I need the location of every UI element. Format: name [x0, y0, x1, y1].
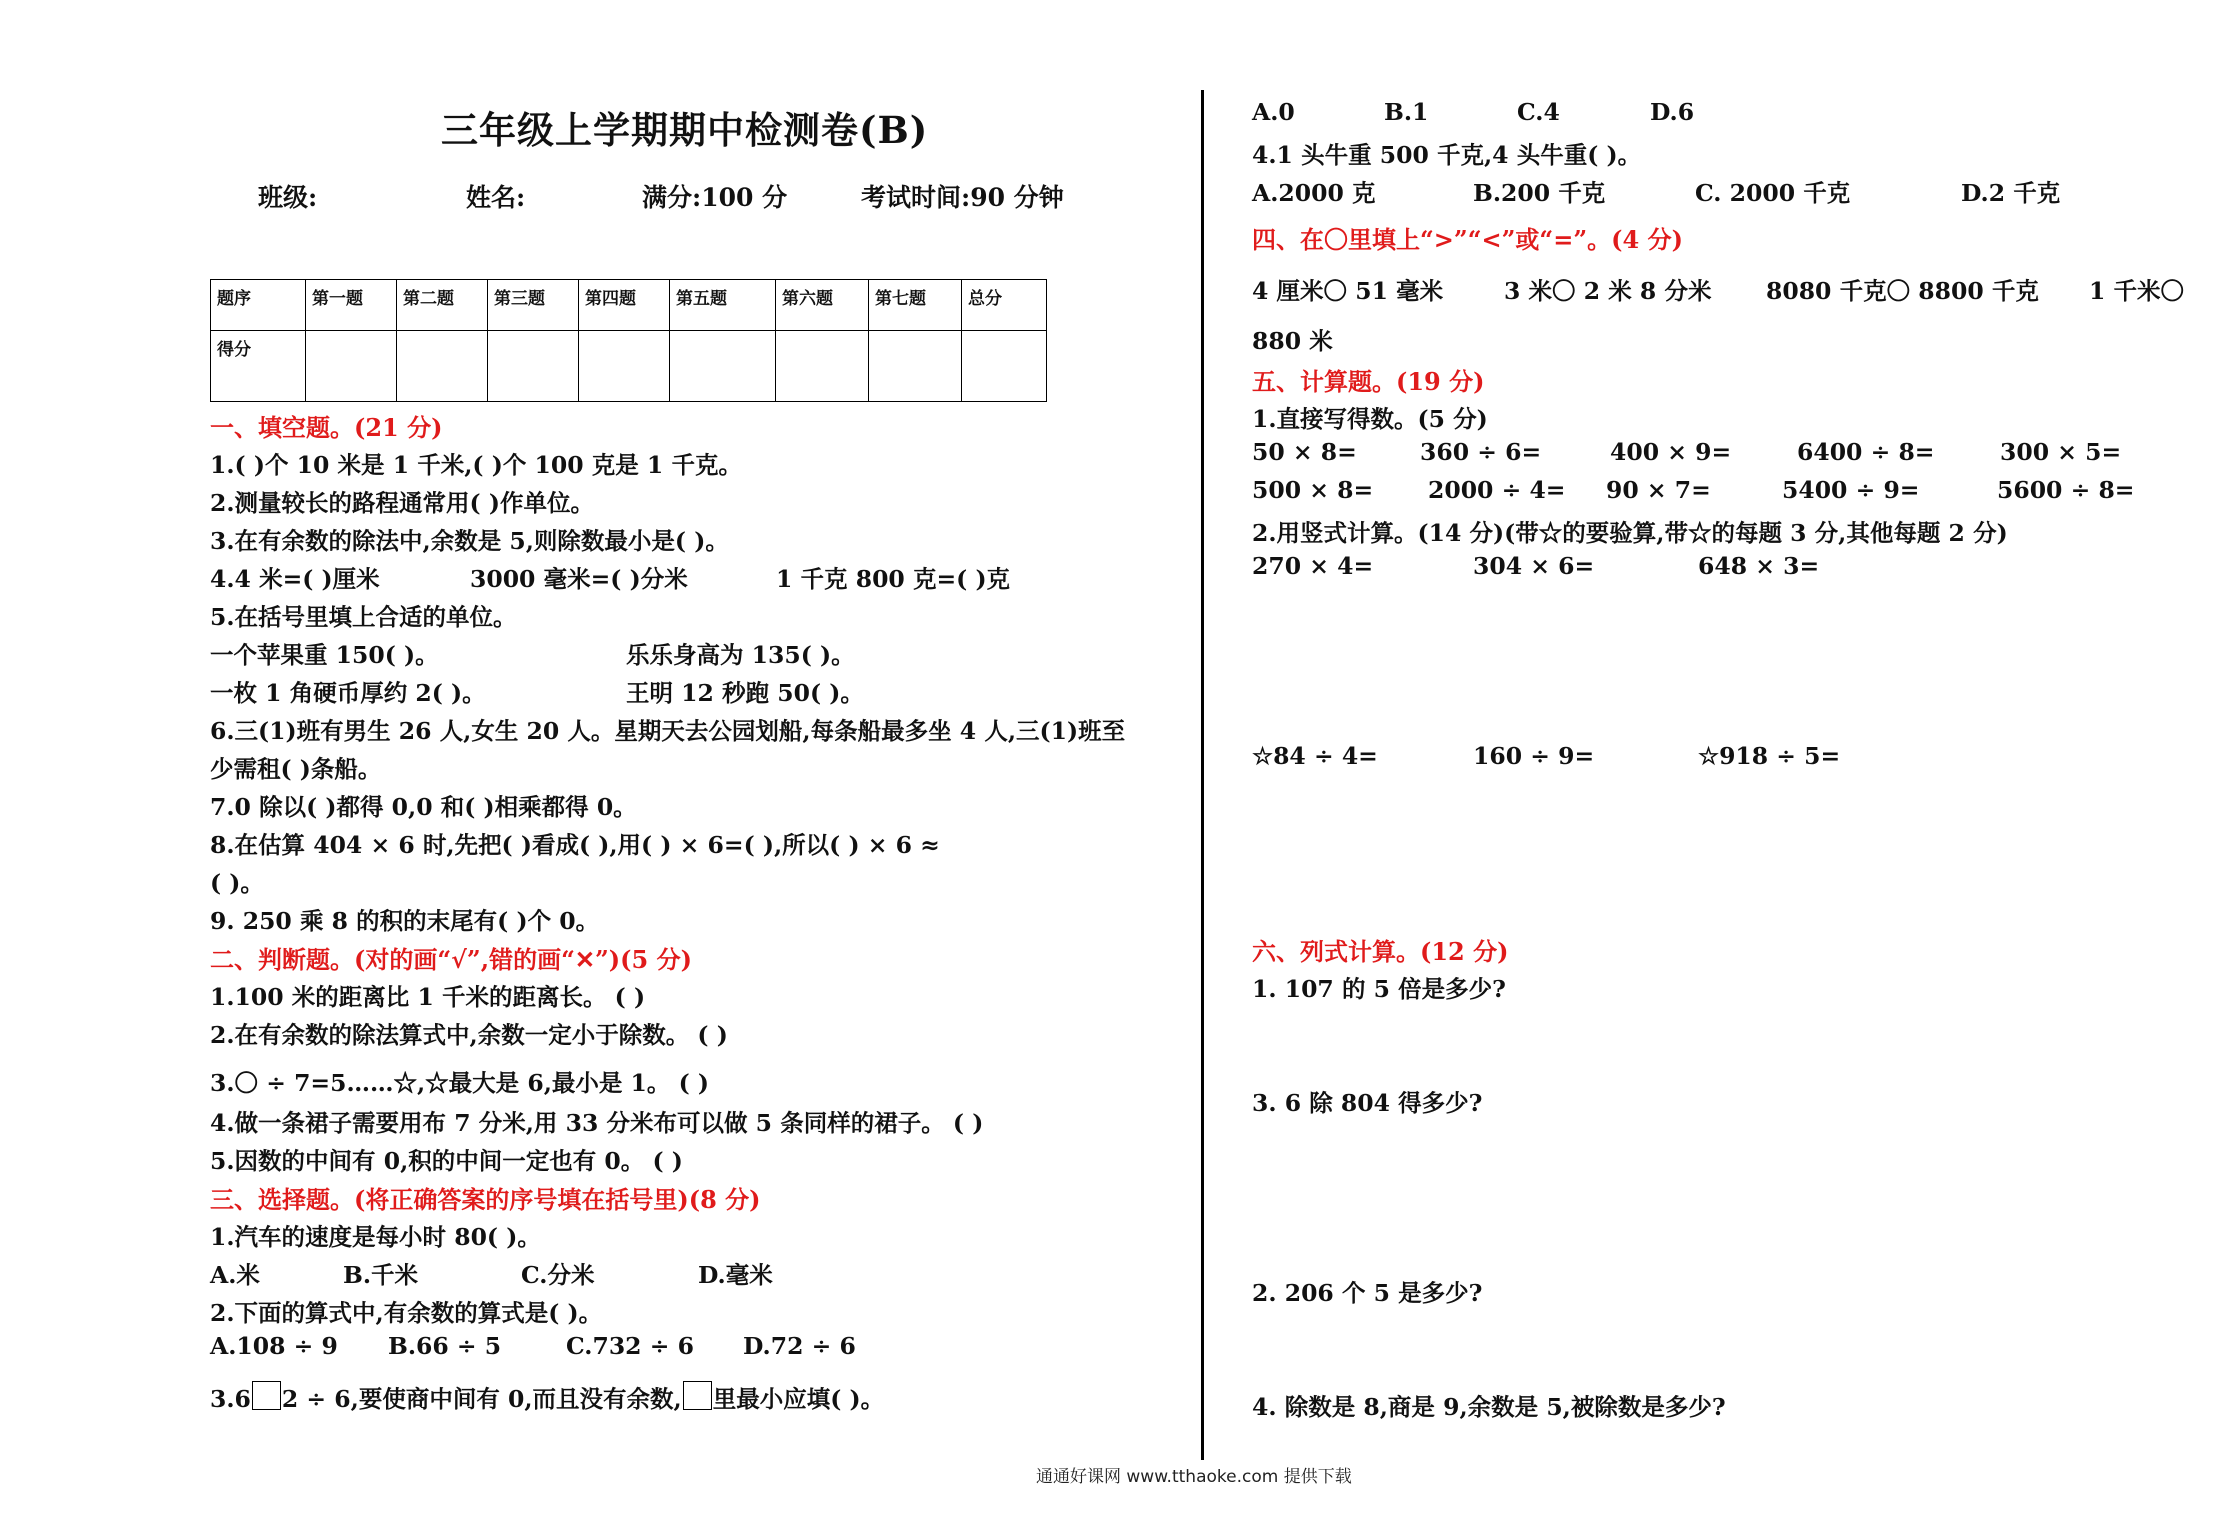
score-table [210, 279, 1047, 402]
q3-2-option-c: C.732 ÷ 6 [566, 1332, 694, 1360]
section-2-heading: 二、判断题。(对的画“√”,错的画“✕”)(5 分) [210, 945, 692, 974]
column-divider [1201, 90, 1204, 1460]
full-score: 满分:100 分 [642, 183, 788, 212]
score-table-score-row [211, 331, 1047, 402]
section-6-heading: 六、列式计算。(12 分) [1252, 937, 1509, 966]
question-2-2: 2.在有余数的除法算式中,余数一定小于除数。 ( ) [210, 1021, 728, 1049]
calc-item: 5400 ÷ 9= [1782, 476, 1920, 504]
calc-item: 2000 ÷ 4= [1428, 476, 1566, 504]
question-2-4: 4.做一条裙子需要用布 7 分米,用 33 分米布可以做 5 条同样的裙子。 ( ) [210, 1109, 984, 1137]
q3-3-option-c: C.4 [1517, 98, 1560, 126]
section-3-heading: 三、选择题。(将正确答案的序号填在括号里)(8 分) [210, 1185, 761, 1214]
question-1-4b: 3000 毫米=( )分米 [470, 565, 688, 593]
score-input-cell[interactable] [397, 331, 488, 402]
score-input-cell[interactable] [962, 331, 1047, 402]
q3-2-option-a: A.108 ÷ 9 [210, 1332, 338, 1360]
calc-item: 400 × 9= [1610, 438, 1732, 466]
table-header-cell: 题序 [211, 280, 306, 331]
table-header-cell: 第二题 [397, 280, 488, 331]
compare-item-2: 3 米〇 2 米 8 分米 [1504, 277, 1712, 305]
score-table-header-row [211, 280, 1047, 331]
blank-box[interactable] [683, 1381, 712, 1410]
compare-item-1: 4 厘米〇 51 毫米 [1252, 277, 1444, 305]
vertical-calc-item: 304 × 6= [1473, 552, 1595, 580]
score-input-cell[interactable] [670, 331, 776, 402]
blank-box[interactable] [252, 1381, 281, 1410]
compare-item-4: 1 千米〇 [2089, 277, 2185, 305]
q3-1-option-a: A.米 [210, 1261, 260, 1289]
section-4-heading: 四、在〇里填上“>”“<”或“=”。(4 分) [1252, 225, 1683, 254]
q3-3-suffix: 里最小应填( )。 [712, 1385, 885, 1413]
question-1-5c: 一枚 1 角硬币厚约 2( )。 [210, 679, 486, 707]
q3-1-option-c: C.分米 [521, 1261, 595, 1289]
question-5-2: 2.用竖式计算。(14 分)(带☆的要验算,带☆的每题 3 分,其他每题 2 分) [1252, 519, 2008, 547]
footer-credit: 通通好课网 www.tthaoke.com 提供下载 [1036, 1467, 1352, 1487]
table-header-cell: 第四题 [579, 280, 670, 331]
question-1-3: 3.在有余数的除法中,余数是 5,则除数最小是( )。 [210, 527, 729, 555]
vertical-calc-item: 160 ÷ 9= [1473, 742, 1595, 770]
calc-item: 360 ÷ 6= [1420, 438, 1542, 466]
question-6-3: 3. 6 除 804 得多少? [1252, 1089, 1483, 1117]
section-5-heading: 五、计算题。(19 分) [1252, 367, 1485, 396]
question-1-1: 1.( )个 10 米是 1 千米,( )个 100 克是 1 千克。 [210, 451, 742, 479]
question-1-9: 9. 250 乘 8 的积的末尾有( )个 0。 [210, 907, 600, 935]
q3-3-prefix: 3.6 [210, 1385, 251, 1413]
question-1-7: 7.0 除以( )都得 0,0 和( )相乘都得 0。 [210, 793, 637, 821]
exam-time: 考试时间:90 分钟 [861, 183, 1064, 212]
question-6-4: 4. 除数是 8,商是 9,余数是 5,被除数是多少? [1252, 1393, 1726, 1421]
question-5-1: 1.直接写得数。(5 分) [1252, 405, 1488, 433]
question-1-4a: 4.4 米=( )厘米 [210, 565, 380, 593]
score-input-cell[interactable] [488, 331, 579, 402]
q3-3-option-a: A.0 [1252, 98, 1295, 126]
score-input-cell[interactable] [579, 331, 670, 402]
score-input-cell[interactable] [776, 331, 869, 402]
calc-item: 300 × 5= [2000, 438, 2122, 466]
name-label: 姓名: [466, 183, 526, 212]
calc-item: 90 × 7= [1606, 476, 1711, 504]
question-3-2: 2.下面的算式中,有余数的算式是( )。 [210, 1299, 603, 1327]
q3-3-option-d: D.6 [1650, 98, 1695, 126]
q3-2-option-d: D.72 ÷ 6 [743, 1332, 856, 1360]
question-6-2: 2. 206 个 5 是多少? [1252, 1279, 1483, 1307]
q3-2-option-b: B.66 ÷ 5 [388, 1332, 502, 1360]
score-input-cell[interactable] [306, 331, 397, 402]
question-1-6b: 少需租( )条船。 [210, 755, 382, 783]
q3-3-middle: 2 ÷ 6,要使商中间有 0,而且没有余数, [281, 1385, 682, 1413]
question-1-6a: 6.三(1)班有男生 26 人,女生 20 人。星期天去公园划船,每条船最多坐 4 人,三(1)班至 [210, 717, 1126, 745]
vertical-calc-item: ☆84 ÷ 4= [1252, 742, 1378, 770]
table-header-cell: 第七题 [869, 280, 962, 331]
question-3-1: 1.汽车的速度是每小时 80( )。 [210, 1223, 541, 1251]
question-1-4c: 1 千克 800 克=( )克 [776, 565, 1011, 593]
q3-4-option-d: D.2 千克 [1961, 179, 2061, 207]
vertical-calc-item: 648 × 3= [1698, 552, 1820, 580]
q3-3-option-b: B.1 [1384, 98, 1429, 126]
table-header-cell: 总分 [962, 280, 1047, 331]
calc-item: 500 × 8= [1252, 476, 1374, 504]
question-2-5: 5.因数的中间有 0,积的中间一定也有 0。 ( ) [210, 1147, 683, 1175]
question-1-5: 5.在括号里填上合适的单位。 [210, 603, 517, 631]
question-6-1: 1. 107 的 5 倍是多少? [1252, 975, 1506, 1003]
question-2-3: 3.〇 ÷ 7=5……☆,☆最大是 6,最小是 1。 ( ) [210, 1069, 710, 1097]
calc-item: 6400 ÷ 8= [1797, 438, 1935, 466]
table-header-cell: 第六题 [776, 280, 869, 331]
calc-item: 5600 ÷ 8= [1997, 476, 2135, 504]
question-1-2: 2.测量较长的路程通常用( )作单位。 [210, 489, 594, 517]
section-1-heading: 一、填空题。(21 分) [210, 413, 443, 442]
question-1-5d: 王明 12 秒跑 50( )。 [626, 679, 864, 707]
q3-1-option-b: B.千米 [343, 1261, 419, 1289]
question-1-8a: 8.在估算 404 × 6 时,先把( )看成( ),用( ) × 6=( ),所以( ) × 6 ≈ [210, 831, 940, 859]
q3-4-option-b: B.200 千克 [1473, 179, 1606, 207]
question-3-3 [210, 1380, 884, 1414]
page-title: 三年级上学期期中检测卷(B) [441, 108, 929, 152]
compare-item-3: 8080 千克〇 8800 千克 [1766, 277, 2039, 305]
question-3-4: 4.1 头牛重 500 千克,4 头牛重( )。 [1252, 141, 1642, 169]
vertical-calc-item: ☆918 ÷ 5= [1698, 742, 1841, 770]
question-2-1: 1.100 米的距离比 1 千米的距离长。 ( ) [210, 983, 646, 1011]
question-1-8b: ( )。 [210, 869, 264, 897]
q3-4-option-c: C. 2000 千克 [1695, 179, 1851, 207]
q3-4-option-a: A.2000 克 [1252, 179, 1376, 207]
q3-1-option-d: D.毫米 [698, 1261, 773, 1289]
compare-item-4-tail: 880 米 [1252, 327, 1333, 355]
vertical-calc-item: 270 × 4= [1252, 552, 1374, 580]
question-1-5a: 一个苹果重 150( )。 [210, 641, 439, 669]
table-header-cell: 第一题 [306, 280, 397, 331]
question-1-5b: 乐乐身高为 135( )。 [626, 641, 855, 669]
table-header-cell: 第三题 [488, 280, 579, 331]
score-input-cell[interactable] [869, 331, 962, 402]
calc-item: 50 × 8= [1252, 438, 1357, 466]
score-row-label: 得分 [211, 331, 306, 402]
class-label: 班级: [258, 183, 318, 212]
table-header-cell: 第五题 [670, 280, 776, 331]
